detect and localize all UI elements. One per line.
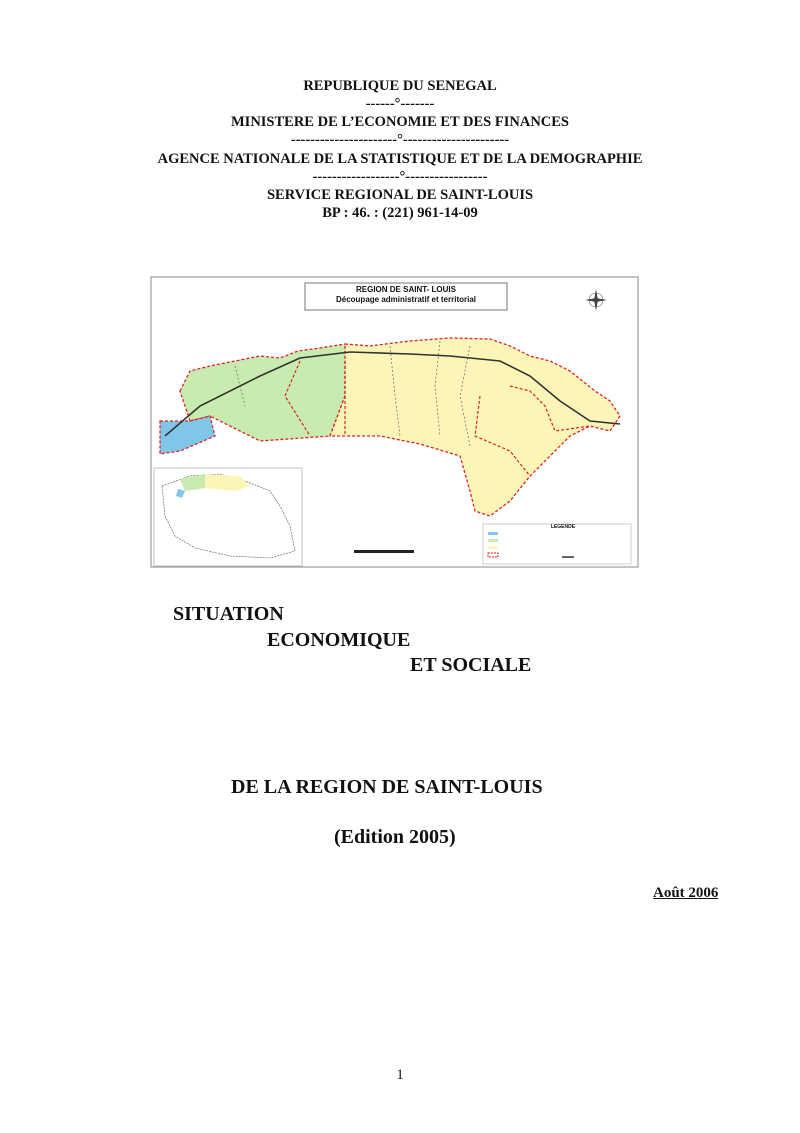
agency-name: AGENCE NATIONALE DE LA STATISTIQUE ET DE LA DEMOGRAPHIE [157,151,643,167]
title-line2: ECONOMIQUE [267,629,411,651]
map-title-line1: REGION DE SAINT- LOUIS [355,285,456,294]
page-number: 1 [396,1067,404,1083]
title-line4: DE LA REGION DE SAINT-LOUIS [231,776,543,798]
country-name: REPUBLIQUE DU SENEGAL [303,78,497,94]
separator: ----------------------°---------------------- [290,132,510,148]
title-line1: SITUATION [173,603,284,625]
region-map-figure [150,276,639,568]
service-name: SERVICE REGIONAL DE SAINT-LOUIS [266,187,534,203]
ministry-name: MINISTERE DE L’ECONOMIE ET DES FINANCES [230,114,569,130]
map-title [305,285,507,305]
title-line3: ET SOCIALE [410,654,532,676]
contact-info: BP : 46. : (221) 961-14-09 [322,205,478,221]
publication-date: Août 2006 [653,885,719,901]
separator: ------°------- [365,96,435,112]
edition: (Edition 2005) [334,826,456,848]
map-legend-title: LEGENDE [550,524,576,530]
separator: ------------------°----------------- [312,169,488,185]
map-title-line2: Découpage administratif et territorial [335,295,477,304]
